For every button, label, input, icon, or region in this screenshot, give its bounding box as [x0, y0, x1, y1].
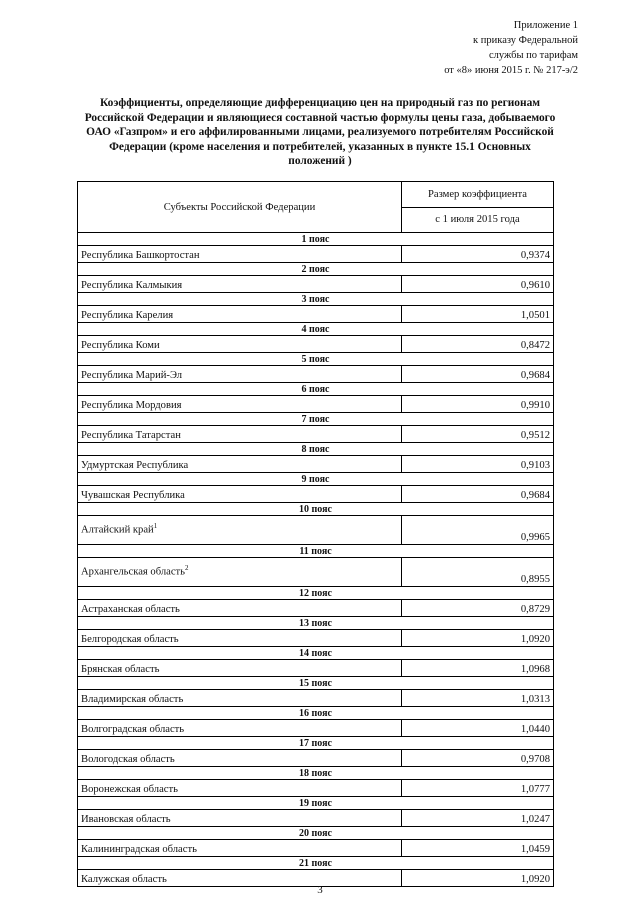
zone-label: 6 пояс — [78, 383, 554, 396]
region-name: Чувашская Республика — [81, 490, 185, 501]
region-name: Брянская область — [81, 664, 160, 675]
region-name: Республика Карелия — [81, 310, 174, 321]
zone-row — [78, 293, 554, 306]
coefficient-value: 1,0777 — [402, 780, 554, 797]
zone-row — [78, 707, 554, 720]
region-name: Волгоградская область — [81, 724, 185, 735]
zone-row — [78, 617, 554, 630]
region-name-cell — [78, 246, 402, 263]
coefficient-value: 1,0459 — [402, 840, 554, 857]
annex-header — [378, 18, 578, 78]
region-name: Республика Калмыкия — [81, 280, 183, 291]
annex-line-4: от «8» июня 2015 г. № 217-э/2 — [444, 65, 578, 76]
region-name-cell — [78, 306, 402, 323]
zone-row — [78, 323, 554, 336]
header-subject: Субъекты Российской Федерации — [78, 182, 402, 233]
table-row — [78, 396, 554, 413]
region-name-cell — [78, 426, 402, 443]
zone-row — [78, 383, 554, 396]
zone-row — [78, 353, 554, 366]
region-name: Калининградская область — [81, 844, 197, 855]
zone-label: 19 пояс — [78, 797, 554, 810]
table-row — [78, 246, 554, 263]
table-row — [78, 456, 554, 473]
zone-label: 11 пояс — [78, 545, 554, 558]
coefficient-value: 1,0968 — [402, 660, 554, 677]
coefficient-value: 0,9910 — [402, 396, 554, 413]
region-name-cell — [78, 750, 402, 767]
zone-row — [78, 233, 554, 246]
zone-row — [78, 677, 554, 690]
region-name: Владимирская область — [81, 694, 184, 705]
region-name: Республика Мордовия — [81, 400, 182, 411]
annex-line-1: Приложение 1 — [513, 20, 578, 31]
table-row — [78, 660, 554, 677]
zone-row — [78, 545, 554, 558]
region-name-cell — [78, 336, 402, 353]
zone-label: 18 пояс — [78, 767, 554, 780]
table-row — [78, 600, 554, 617]
region-name-cell — [78, 630, 402, 647]
region-name-cell — [78, 456, 402, 473]
region-name-cell — [78, 600, 402, 617]
coefficient-value: 1,0247 — [402, 810, 554, 827]
region-name-cell — [78, 516, 402, 545]
region-name-cell — [78, 780, 402, 797]
region-name-cell — [78, 558, 402, 587]
region-name-cell — [78, 486, 402, 503]
zone-label: 14 пояс — [78, 647, 554, 660]
region-name: Архангельская область — [81, 566, 185, 578]
zone-label: 2 пояс — [78, 263, 554, 276]
coefficient-value: 1,0440 — [402, 720, 554, 737]
table-row — [78, 336, 554, 353]
table-row — [78, 720, 554, 737]
region-name-cell — [78, 396, 402, 413]
zone-row — [78, 857, 554, 870]
region-name: Алтайский край — [81, 524, 154, 536]
region-name-cell — [78, 660, 402, 677]
zone-row — [78, 737, 554, 750]
table-row — [78, 810, 554, 827]
zone-label: 20 пояс — [78, 827, 554, 840]
region-name: Воронежская область — [81, 784, 178, 795]
zone-row — [78, 827, 554, 840]
coefficient-value: 1,0920 — [402, 630, 554, 647]
coefficient-value: 0,8472 — [402, 336, 554, 353]
region-name: Республика Башкортостан — [81, 250, 200, 261]
coefficient-value: 0,9965 — [402, 516, 554, 545]
region-name: Удмуртская Республика — [81, 460, 189, 471]
region-name: Вологодская область — [81, 754, 175, 765]
zone-label: 21 пояс — [78, 857, 554, 870]
zone-row — [78, 797, 554, 810]
zone-label: 7 пояс — [78, 413, 554, 426]
region-name-cell — [78, 690, 402, 707]
region-name: Республика Коми — [81, 340, 160, 351]
region-name: Белгородская область — [81, 634, 179, 645]
zone-label: 3 пояс — [78, 293, 554, 306]
table-row — [78, 366, 554, 383]
region-name: Ивановская область — [81, 814, 171, 825]
coefficient-value: 0,9684 — [402, 486, 554, 503]
table-row — [78, 306, 554, 323]
document-title: Коэффициенты, определяющие дифференциацию цен на природный газ по регионам Российской Федерации и являющиеся составной частью формулы цены газа, добываемого ОАО «Газпром» и его аффилированными лицами, реализуемого потребителям Российской Федерации (кроме населения и потребителей, указанных в пункте 15.1 Основных положений ) — [84, 97, 556, 168]
zone-label: 13 пояс — [78, 617, 554, 630]
coefficient-value: 0,8955 — [402, 558, 554, 587]
zone-row — [78, 767, 554, 780]
table-row — [78, 750, 554, 767]
table-row — [78, 840, 554, 857]
region-name-cell — [78, 366, 402, 383]
coefficient-value: 1,0313 — [402, 690, 554, 707]
region-name-cell — [78, 276, 402, 293]
zone-row — [78, 647, 554, 660]
header-coefficient: Размер коэффициента — [402, 182, 554, 208]
zone-label: 4 пояс — [78, 323, 554, 336]
header-date: с 1 июля 2015 года — [402, 207, 554, 233]
zone-row — [78, 443, 554, 456]
zone-label: 10 пояс — [78, 503, 554, 516]
region-name: Калужская область — [81, 874, 167, 885]
region-name: Республика Татарстан — [81, 430, 181, 441]
coefficient-value: 0,9512 — [402, 426, 554, 443]
coefficient-value: 0,9708 — [402, 750, 554, 767]
coefficient-value: 1,0920 — [402, 870, 554, 887]
region-name-cell — [78, 720, 402, 737]
coefficients-table — [77, 181, 554, 887]
zone-row — [78, 473, 554, 486]
coefficient-value: 0,9374 — [402, 246, 554, 263]
coefficient-value: 0,9610 — [402, 276, 554, 293]
coefficient-value: 1,0501 — [402, 306, 554, 323]
coefficient-value: 0,9103 — [402, 456, 554, 473]
table-row — [78, 690, 554, 707]
region-name: Республика Марий-Эл — [81, 370, 183, 381]
zone-row — [78, 413, 554, 426]
zone-label: 8 пояс — [78, 443, 554, 456]
zone-label: 5 пояс — [78, 353, 554, 366]
zone-label: 17 пояс — [78, 737, 554, 750]
coefficient-value: 0,8729 — [402, 600, 554, 617]
table-row — [78, 426, 554, 443]
coefficient-value: 0,9684 — [402, 366, 554, 383]
zone-row — [78, 503, 554, 516]
region-name: Астраханская область — [81, 604, 180, 615]
table-row — [78, 780, 554, 797]
footnote-mark: 2 — [185, 564, 189, 572]
zone-label: 9 пояс — [78, 473, 554, 486]
table-row — [78, 630, 554, 647]
zone-label: 15 пояс — [78, 677, 554, 690]
annex-line-2: к приказу Федеральной — [473, 35, 578, 46]
table-row — [78, 516, 554, 545]
zone-label: 1 пояс — [78, 233, 554, 246]
zone-label: 12 пояс — [78, 587, 554, 600]
zone-row — [78, 263, 554, 276]
page-number: 3 — [317, 884, 323, 896]
annex-line-3: службы по тарифам — [489, 50, 578, 61]
table-row — [78, 276, 554, 293]
table-row — [78, 486, 554, 503]
region-name-cell — [78, 810, 402, 827]
table-row — [78, 558, 554, 587]
zone-label: 16 пояс — [78, 707, 554, 720]
zone-row — [78, 587, 554, 600]
region-name-cell — [78, 840, 402, 857]
footnote-mark: 1 — [153, 522, 158, 530]
